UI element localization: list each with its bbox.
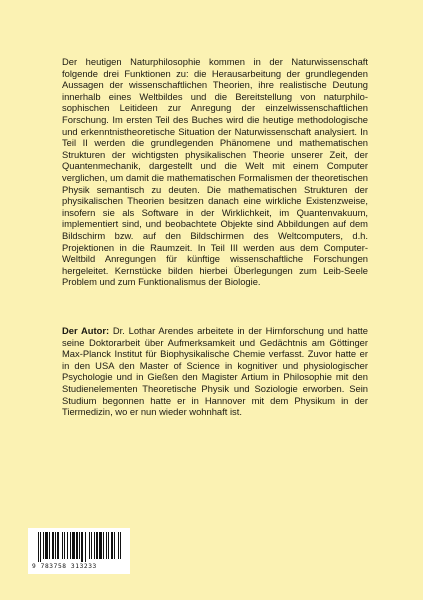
- book-description: Der heutigen Naturphilosophie kommen in der Naturwissenschaft folgende drei Funktionen zu: die Herausarbeitung der grundlegenden Aussagen der wissenschaftlichen Theorien, ihre realistische Deutung innerhalb eines Weltbildes und die Bereitstellung von naturphilo-sophischen Leitideen zur Anregung der einzelwissenschaftlichen Forschung. Im ersten Teil des Buches wird die heutige methodologische und erkenntnistheoretische Situation der Naturwissenschaft analysiert. In Teil II werden die grundlegenden Phänomene und mathematischen Strukturen der wichtigsten physikalischen Theorie unserer Zeit, der Quantenmechanik, dargestellt und die Welt mit einem Computer verglichen, um damit die mathematischen Formalismen der theoretischen Physik semantisch zu deuten. Die mathematischen Strukturen der physikalischen Theorien besitzen danach eine wirkliche Existenzweise, insofern sie als Software in der Wirklichkeit, im Quantenvakuum, implementiert sind, und beobachtete Objekte sind Abbildungen auf dem Bildschirm bzw. auf den Bildschirmen des Weltcomputers, d.h. Projektionen in die Raumzeit. In Teil III werden aus dem Computer- Weltbild Anregungen für künftige wissenschaftliche Forschungen hergeleitet. Kernstücke bilden hierbei Überlegungen zum Leib-Seele Problem und zum Funktionalismus der Biologie.: [62, 56, 368, 288]
- isbn-barcode: [28, 528, 130, 574]
- barcode-number: 9 783758 313233: [32, 563, 97, 570]
- barcode-bars: [38, 532, 122, 562]
- author-bio: [62, 325, 368, 418]
- author-bio-heading: Der Autor:: [62, 325, 110, 336]
- author-bio-text: Dr. Lothar Arendes arbeitete in der Hirnforschung und hatte seine Doktorarbeit über Aufmerksamkeit und Gedächtnis am Göttinger Max-Planck Institut für Biophysikalische Chemie verfasst. Zuvor hatte er in den USA den Master of Science in kognitiver und physiologischer Psychologie und in Gießen den Magister Artium in Philosophie mit den Studienelementen Theoretische Physik und Soziologie erworben. Sein Studium begonnen hatte er in Hannover mit dem Physikum in der Tiermedizin, wo er nun wieder wohnhaft ist.: [62, 325, 368, 418]
